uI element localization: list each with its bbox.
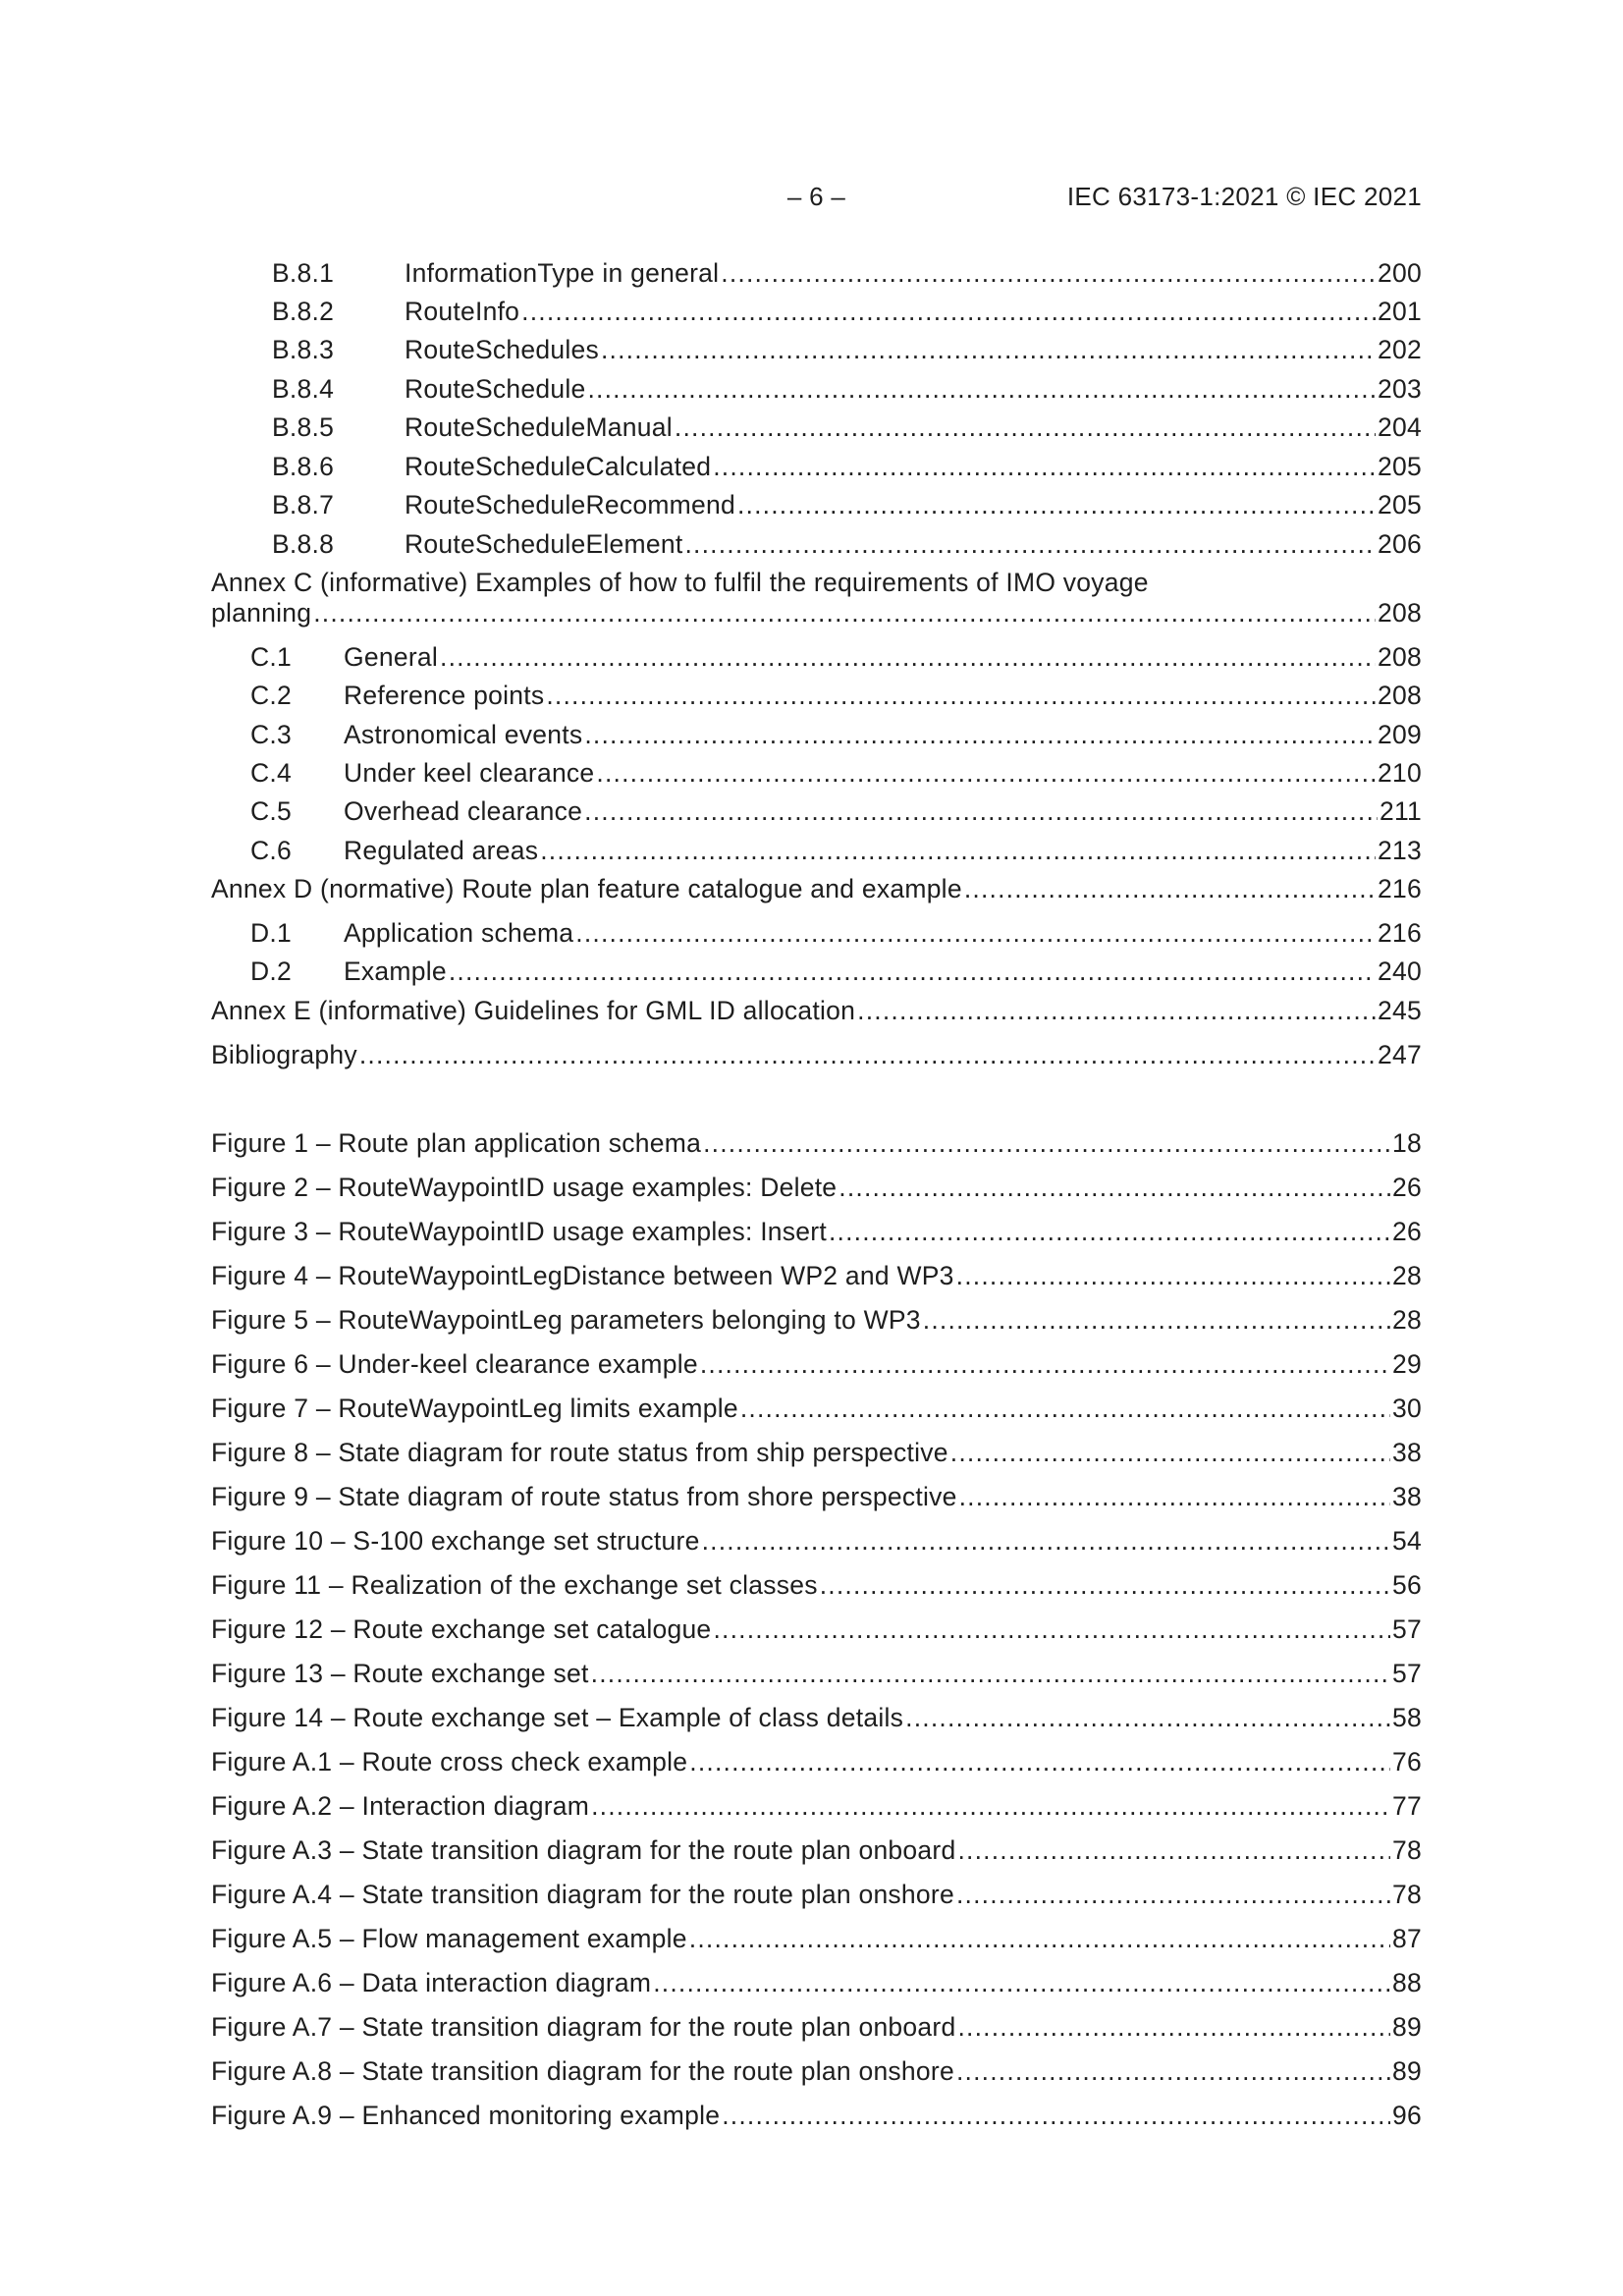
toc-entry-page: 203: [1378, 374, 1422, 404]
leader-dots: [740, 1394, 1390, 1424]
figure-title: Figure 9 – State diagram of route status from shore perspective: [211, 1482, 957, 1511]
leader-dots: [956, 1880, 1390, 1910]
leader-dots: [957, 2012, 1390, 2043]
toc-entry-page: 206: [1378, 529, 1422, 559]
toc-entry-page: 202: [1378, 335, 1422, 364]
toc-entry-b84[interactable]: [211, 374, 1422, 408]
figure-title: Figure 7 – RouteWaypointLeg limits example: [211, 1394, 738, 1423]
toc-annex-e[interactable]: [211, 996, 1422, 1029]
toc-entry-title: Example: [344, 957, 447, 986]
toc-entry-title: Bibliography: [211, 1040, 357, 1069]
toc-entry-page: 205: [1378, 490, 1422, 519]
figure-title: Figure 12 – Route exchange set catalogue: [211, 1614, 712, 1644]
leader-dots: [964, 874, 1376, 904]
figure-page: 88: [1392, 1968, 1422, 1997]
leader-dots: [721, 258, 1376, 289]
figure-title: Figure A.3 – State transition diagram for the route plan onboard: [211, 1835, 956, 1865]
toc-entry-title: Under keel clearance: [344, 758, 595, 788]
leader-dots: [950, 1438, 1390, 1468]
leader-dots: [703, 1128, 1390, 1159]
toc-entry-number: B.8.6: [272, 452, 335, 481]
leader-dots: [689, 1924, 1390, 1954]
figure-page: 96: [1392, 2101, 1422, 2130]
leader-dots: [684, 529, 1376, 560]
figure-title: Figure 1 – Route plan application schema: [211, 1128, 702, 1158]
figure-list-item[interactable]: [211, 1217, 1422, 1250]
leader-dots: [449, 957, 1376, 987]
leader-dots: [839, 1173, 1390, 1203]
toc-entry-number: D.1: [250, 918, 292, 948]
figure-page: 78: [1392, 1880, 1422, 1909]
figure-title: Figure 2 – RouteWaypointID usage examples: Delete: [211, 1173, 838, 1202]
toc-entry-number: D.2: [250, 957, 292, 986]
leader-dots: [313, 598, 1376, 629]
figure-page: 87: [1392, 1924, 1422, 1953]
leader-dots: [653, 1968, 1390, 1998]
toc-entry-c3[interactable]: [211, 720, 1422, 753]
figure-page: 28: [1392, 1261, 1422, 1290]
toc-entry-number: C.4: [250, 758, 292, 788]
toc-entry-page: 210: [1378, 758, 1422, 788]
figure-title: Figure 4 – RouteWaypointLegDistance between WP2 and WP3: [211, 1261, 954, 1290]
toc-entry-page: 204: [1378, 412, 1422, 442]
figure-title: Figure A.4 – State transition diagram for the route plan onshore: [211, 1880, 954, 1909]
toc-entry-page: 240: [1378, 957, 1422, 986]
toc-entry-title: RouteInfo: [405, 297, 520, 326]
leader-dots: [829, 1217, 1390, 1247]
figure-list-item[interactable]: [211, 1747, 1422, 1780]
toc-entry-title: RouteScheduleElement: [405, 529, 683, 559]
figure-page: 38: [1392, 1438, 1422, 1467]
toc-entry-title: RouteSchedule: [405, 374, 586, 404]
leader-dots: [575, 918, 1376, 949]
toc-entry-page: 208: [1378, 642, 1422, 672]
figure-list-item[interactable]: [211, 1880, 1422, 1913]
toc-entry-b88[interactable]: [211, 529, 1422, 563]
toc-entry-number: B.8.2: [272, 297, 335, 326]
figure-page: 57: [1392, 1659, 1422, 1688]
figure-title: Figure 14 – Route exchange set – Example of class details: [211, 1703, 904, 1732]
leader-dots: [596, 758, 1376, 789]
figure-list-item[interactable]: [211, 2101, 1422, 2134]
toc-entry-title: General: [344, 642, 439, 672]
leader-dots: [702, 1526, 1390, 1557]
leader-dots: [722, 2101, 1390, 2131]
figure-list-item[interactable]: [211, 1703, 1422, 1736]
toc-entry-b83[interactable]: [211, 335, 1422, 368]
standard-reference: IEC 63173-1:2021 © IEC 2021: [1066, 182, 1422, 211]
figure-page: 76: [1392, 1747, 1422, 1777]
toc-entry-page: 211: [1380, 796, 1422, 826]
toc-entry-number: C.1: [250, 642, 292, 672]
figure-list-item[interactable]: [211, 1128, 1422, 1162]
toc-entry-c4[interactable]: [211, 758, 1422, 792]
toc-entry-number: C.6: [250, 836, 292, 865]
toc-entry-title: RouteScheduleCalculated: [405, 452, 712, 481]
leader-dots: [359, 1040, 1376, 1070]
toc-entry-number: B.8.7: [272, 490, 335, 519]
toc-entry-title: Overhead clearance: [344, 796, 583, 826]
toc-entry-number: C.5: [250, 796, 292, 826]
leader-dots: [857, 996, 1376, 1026]
page-number: – 6 –: [786, 182, 846, 211]
figure-list-item[interactable]: [211, 1659, 1422, 1692]
figure-list-item[interactable]: [211, 1526, 1422, 1559]
toc-entry-title: Reference points: [344, 681, 545, 710]
toc-entry-b85[interactable]: [211, 412, 1422, 446]
leader-dots: [689, 1747, 1390, 1777]
figure-page: 29: [1392, 1349, 1422, 1379]
figure-list-item[interactable]: [211, 1173, 1422, 1206]
leader-dots: [675, 412, 1376, 443]
toc-entry-d2[interactable]: [211, 957, 1422, 990]
page-header: [211, 182, 1422, 215]
figure-page: 28: [1392, 1305, 1422, 1335]
figure-list-item[interactable]: [211, 1570, 1422, 1604]
figure-list-item[interactable]: [211, 1924, 1422, 1957]
toc-entry-b87[interactable]: [211, 490, 1422, 523]
leader-dots: [591, 1659, 1390, 1689]
toc-entry-page: 205: [1378, 452, 1422, 481]
figure-title: Figure 8 – State diagram for route status from ship perspective: [211, 1438, 948, 1467]
figure-title: Figure A.6 – Data interaction diagram: [211, 1968, 652, 1997]
figure-title: Figure 5 – RouteWaypointLeg parameters belonging to WP3: [211, 1305, 921, 1335]
toc-entry-b81[interactable]: [211, 258, 1422, 292]
leader-dots: [959, 1482, 1390, 1512]
figure-title: Figure A.5 – Flow management example: [211, 1924, 687, 1953]
toc-entry-number: B.8.8: [272, 529, 335, 559]
toc-entry-page: 245: [1378, 996, 1422, 1025]
figure-list-item[interactable]: [211, 1261, 1422, 1294]
leader-dots: [956, 1261, 1390, 1291]
leader-dots: [905, 1703, 1390, 1733]
leader-dots: [700, 1349, 1390, 1380]
figure-page: 26: [1392, 1173, 1422, 1202]
leader-dots: [540, 836, 1376, 866]
toc-entry-title: Annex D (normative) Route plan feature catalogue and example: [211, 874, 962, 903]
leader-dots: [713, 452, 1376, 482]
figure-list-item[interactable]: [211, 1791, 1422, 1825]
leader-dots: [521, 297, 1376, 327]
figure-list-item[interactable]: [211, 1968, 1422, 2001]
toc-entry-page: 209: [1378, 720, 1422, 749]
toc-entry-number: B.8.3: [272, 335, 335, 364]
toc-annex-c-heading[interactable]: Annex C (informative) Examples of how to fulfil the requirements of IMO voyage: [211, 568, 1149, 597]
figure-title: Figure A.2 – Interaction diagram: [211, 1791, 590, 1821]
figure-list-item[interactable]: [211, 2012, 1422, 2046]
toc-entry-title: RouteScheduleManual: [405, 412, 673, 442]
toc-entry-number: B.8.1: [272, 258, 335, 288]
figure-title: Figure 6 – Under-keel clearance example: [211, 1349, 698, 1379]
toc-entry-title: RouteSchedules: [405, 335, 599, 364]
leader-dots: [584, 796, 1378, 827]
toc-entry-c6[interactable]: [211, 836, 1422, 869]
figure-list-item[interactable]: [211, 1835, 1422, 1869]
figure-page: 89: [1392, 2012, 1422, 2042]
leader-dots: [923, 1305, 1390, 1336]
leader-dots: [440, 642, 1376, 673]
toc-entry-title: Astronomical events: [344, 720, 583, 749]
leader-dots: [584, 720, 1376, 750]
toc-entry-page: 247: [1378, 1040, 1422, 1069]
toc-entry-title: Annex E (informative) Guidelines for GML ID allocation: [211, 996, 856, 1025]
figure-page: 30: [1392, 1394, 1422, 1423]
toc-entry-page: 201: [1378, 297, 1422, 326]
figure-list-item[interactable]: [211, 1438, 1422, 1471]
figure-title: Figure 11 – Realization of the exchange set classes: [211, 1570, 818, 1600]
toc-entry-title: planning: [211, 598, 312, 628]
figure-title: Figure A.8 – State transition diagram for the route plan onshore: [211, 2056, 954, 2086]
toc-entry-page: 213: [1378, 836, 1422, 865]
figure-title: Figure A.9 – Enhanced monitoring example: [211, 2101, 721, 2130]
toc-entry-b86[interactable]: [211, 452, 1422, 485]
toc-entry-number: B.8.5: [272, 412, 335, 442]
leader-dots: [737, 490, 1376, 520]
figure-page: 18: [1392, 1128, 1422, 1158]
figure-title: Figure A.1 – Route cross check example: [211, 1747, 688, 1777]
figure-list-item[interactable]: [211, 1349, 1422, 1383]
figure-title: Figure 13 – Route exchange set: [211, 1659, 589, 1688]
toc-entry-c2[interactable]: [211, 681, 1422, 714]
leader-dots: [820, 1570, 1390, 1601]
leader-dots: [546, 681, 1376, 711]
toc-entry-page: 216: [1378, 874, 1422, 903]
figure-title: Figure 10 – S-100 exchange set structure: [211, 1526, 700, 1556]
figure-title: Figure 3 – RouteWaypointID usage examples: Insert: [211, 1217, 827, 1246]
figure-list-item[interactable]: [211, 1394, 1422, 1427]
leader-dots: [957, 1835, 1390, 1866]
figure-page: 26: [1392, 1217, 1422, 1246]
figure-page: 57: [1392, 1614, 1422, 1644]
toc-entry-page: 200: [1378, 258, 1422, 288]
figure-list-item[interactable]: [211, 1305, 1422, 1339]
toc-entry-title: Regulated areas: [344, 836, 539, 865]
toc-entry-page: 208: [1378, 681, 1422, 710]
toc-entry-number: C.3: [250, 720, 292, 749]
toc-entry-page: 208: [1378, 598, 1422, 628]
toc-entry-title: RouteScheduleRecommend: [405, 490, 735, 519]
figure-page: 77: [1392, 1791, 1422, 1821]
figure-page: 78: [1392, 1835, 1422, 1865]
toc-entry-b82[interactable]: [211, 297, 1422, 330]
toc-entry-page: 216: [1378, 918, 1422, 948]
toc-bibliography[interactable]: [211, 1040, 1422, 1073]
toc-entry-d1[interactable]: [211, 918, 1422, 952]
leader-dots: [587, 374, 1376, 405]
toc-annex-c[interactable]: [211, 598, 1422, 631]
toc-entry-c1[interactable]: [211, 642, 1422, 676]
figure-page: 54: [1392, 1526, 1422, 1556]
figure-list-item[interactable]: [211, 1614, 1422, 1648]
figure-list-item[interactable]: [211, 2056, 1422, 2090]
toc-entry-number: B.8.4: [272, 374, 335, 404]
toc-entry-c5[interactable]: [211, 796, 1422, 830]
figure-title: Figure A.7 – State transition diagram for the route plan onboard: [211, 2012, 956, 2042]
toc-entry-title: Application schema: [344, 918, 574, 948]
figure-list-item[interactable]: [211, 1482, 1422, 1515]
figure-page: 58: [1392, 1703, 1422, 1732]
leader-dots: [956, 2056, 1390, 2087]
leader-dots: [591, 1791, 1390, 1822]
leader-dots: [601, 335, 1376, 365]
figure-page: 38: [1392, 1482, 1422, 1511]
figure-page: 89: [1392, 2056, 1422, 2086]
toc-entry-title: InformationType in general: [405, 258, 720, 288]
leader-dots: [713, 1614, 1390, 1645]
figure-page: 56: [1392, 1570, 1422, 1600]
toc-annex-d[interactable]: [211, 874, 1422, 907]
toc-entry-number: C.2: [250, 681, 292, 710]
